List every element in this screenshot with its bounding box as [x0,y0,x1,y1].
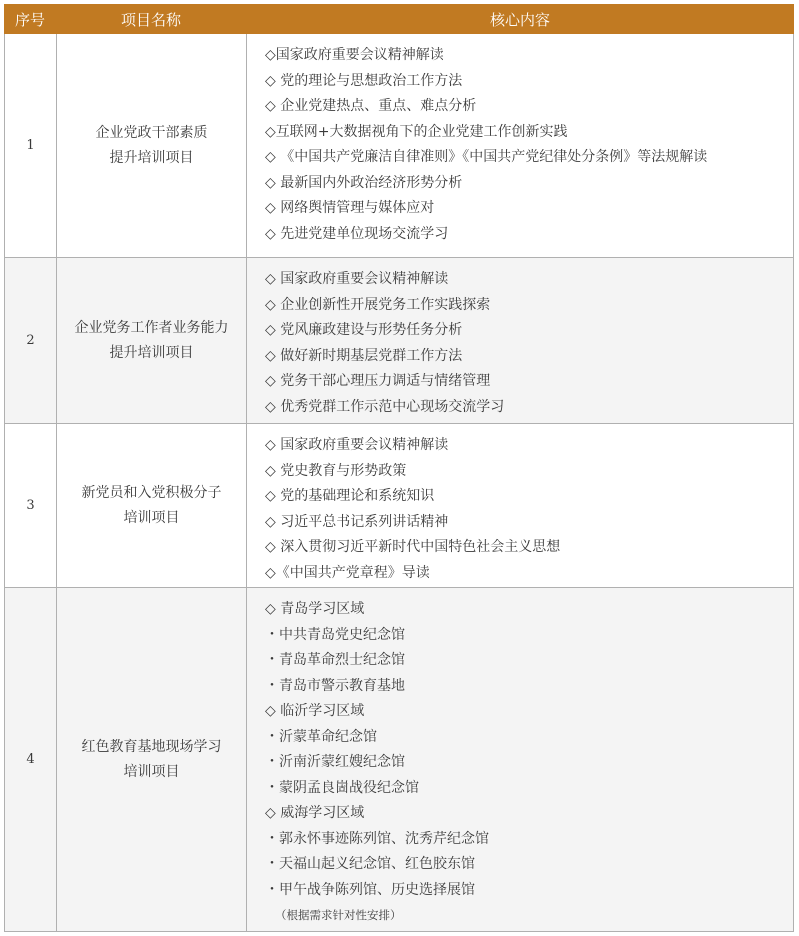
list-item: ・天福山起义纪念馆、红色胶东馆 [265,856,475,872]
project-name-line: 红色教育基地现场学习 [81,738,222,755]
list-item: ・蒙阴孟良崮战役纪念馆 [265,779,419,796]
list-item: ◇ 临沂学习区域 [265,703,365,719]
list-item: ◇ 青岛学习区域 [265,601,365,617]
list-item: ◇ 企业党建热点、重点、难点分析 [265,98,477,114]
list-item: ◇ 威海学习区域 [265,805,365,821]
list-item: ・郭永怀事迹陈列馆、沈秀芹纪念馆 [265,830,489,847]
core-content [247,588,793,931]
list-item: ◇ 做好新时期基层党群工作方法 [265,347,463,364]
project-name-line: 企业党务工作者业务能力 [74,319,229,336]
row-index: 2 [5,258,57,423]
list-item: ◇ 国家政府重要会议精神解读 [265,437,449,453]
list-item: ◇ 党风廉政建设与形势任务分析 [265,322,463,338]
header-core-content: 核心内容 [489,10,550,29]
list-item: ◇ 国家政府重要会议精神解读 [265,271,449,287]
core-content [247,258,793,423]
project-name-line: 新党员和入党积极分子 [81,484,222,501]
row-index: 3 [5,424,57,587]
table-row [4,258,794,424]
list-item: ◇ 先进党建单位现场交流学习 [265,225,449,242]
list-item: ・甲午战争陈列馆、历史选择展馆 [265,881,475,898]
project-name-line: 提升培训项目 [109,149,194,166]
list-item: ◇互联网+大数据视角下的企业党建工作创新实践 [265,123,568,140]
list-item: ◇ 党务干部心理压力调适与情绪管理 [265,373,491,389]
header-index: 序号 [14,10,45,29]
arrangement-note: （根据需求针对性安排） [275,908,402,922]
list-item: ◇ 党的基础理论和系统知识 [265,488,435,504]
list-item: ◇ 《中国共产党廉洁自律准则》《中国共产党纪律处分条例》等法规解读 [265,149,708,165]
training-table [4,4,794,932]
table-row [4,34,794,258]
table-header [4,4,794,34]
row-index: 1 [5,34,57,257]
project-name [57,258,247,423]
list-item: ◇ 习近平总书记系列讲话精神 [265,513,449,530]
list-item: ◇ 深入贯彻习近平新时代中国特色社会主义思想 [265,539,561,555]
list-item: ◇ 最新国内外政治经济形势分析 [265,174,463,191]
list-item: ◇《中国共产党章程》导读 [265,564,430,581]
table-row [4,588,794,932]
list-item: ・青岛市警示教育基地 [265,677,405,694]
list-item: ◇ 党的理论与思想政治工作方法 [265,72,463,89]
list-item: ・沂蒙革命纪念馆 [265,728,377,745]
list-item: ・中共青岛党史纪念馆 [265,626,405,643]
list-item: ◇国家政府重要会议精神解读 [265,47,444,63]
list-item: ◇ 企业创新性开展党务工作实践探索 [265,296,491,313]
project-name-line: 培训项目 [123,763,180,780]
list-item: ・青岛革命烈士纪念馆 [265,652,405,668]
core-content [247,424,793,587]
list-item: ◇ 优秀党群工作示范中心现场交流学习 [265,398,505,415]
project-name [57,34,247,257]
table-row [4,424,794,588]
header-project-name: 项目名称 [120,10,181,29]
project-name [57,588,247,931]
list-item: ◇ 党史教育与形势政策 [265,462,407,479]
core-content [247,34,793,257]
row-index: 4 [5,588,57,931]
list-item: ・沂南沂蒙红嫂纪念馆 [265,754,405,770]
project-name-line: 培训项目 [123,509,180,526]
project-name [57,424,247,587]
list-item: ◇ 网络舆情管理与媒体应对 [265,200,435,216]
project-name-line: 企业党政干部素质 [95,124,208,141]
project-name-line: 提升培训项目 [109,344,194,361]
